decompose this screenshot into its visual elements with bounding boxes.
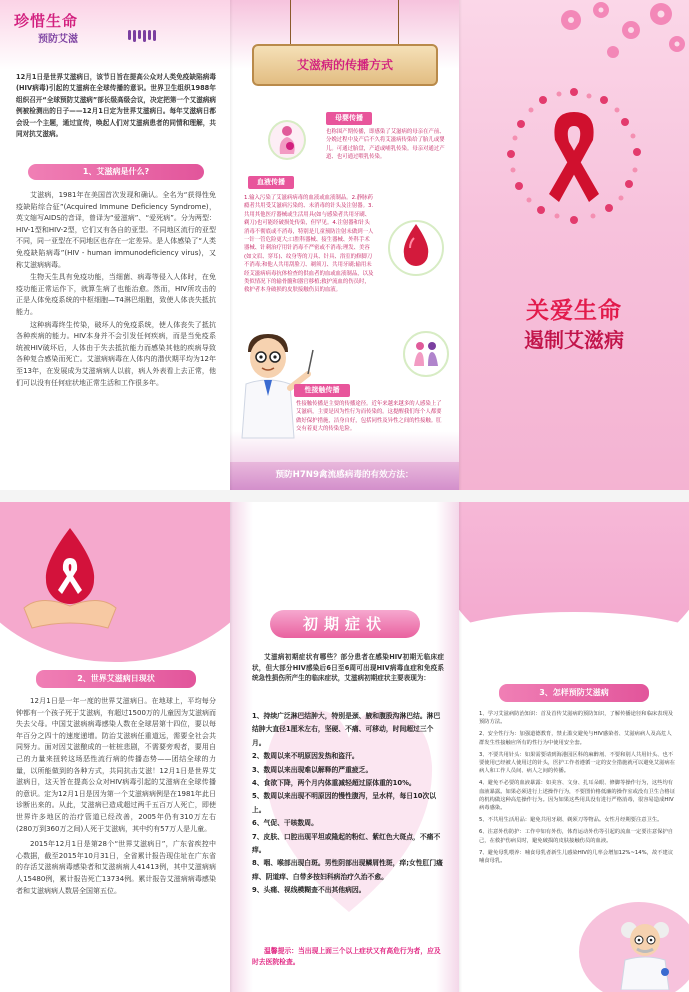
fold-line-2 (459, 0, 462, 490)
brochure-inner-sheet (0, 502, 689, 992)
section3-title: 3、怎样预防艾滋病 (499, 684, 649, 702)
fold-line-1 (230, 502, 233, 992)
prevention-item: 5、不共用生活用品：避免共用牙刷、剃须刀等物品。女性月经期要注意卫生。 (479, 817, 663, 824)
prevention-item: 7、避免母乳喂养：哺食母乳者新生儿感染HIV的几率会增加12%~14%，故不建议哺食母乳。 (479, 849, 674, 865)
panel-prevention (459, 502, 689, 992)
red-ribbon-hearts-icon (499, 82, 649, 232)
section2-body (16, 696, 216, 897)
section1-para-2: 生物天生具有免疫功能，当细菌、病毒等侵入人体时，在免疫功能正常运作下，就算生病了也能治愈。然而，HIV所攻击的正是人体免疫系统的中枢细胞—T4淋巴细胞，致使人体丧失抵抗能力。 (16, 273, 216, 316)
sheet-gap (0, 490, 689, 502)
mother-transmission-text: 也称围产期传播，即感染了艾滋病的母亲在产前、分娩过程中及产后不久将艾滋病传染给了胎儿或婴儿。可通过胎盘，产道或哺乳传染。母亲对通过产道、也可通过喂乳传染。 (326, 129, 445, 161)
sexual-transmission-title: 性接触传播 (294, 384, 350, 397)
fold-line-1 (230, 0, 233, 490)
symptom-item: 4、食欲下降，两个月内体重减轻超过原体重的10%。 (252, 779, 416, 788)
section2-para-1: 12月1日是一年一度的世界艾滋病日。在地球上，平均每分钟都有一个孩子死于艾滋病，有超过1500万的儿童因为艾滋病而失去父母。中国艾滋病病毒感染人数在全球居第十四位，要以每年百分之四十的速度递增。防治艾滋病任重道远，需要全社会共同努力。面对因艾滋酿成的一桩桩悲剧，不需要旁观者，要用自己的力量来扭转这场恶性流行病的传播态势——团结全球的力量，以所能做到的各种方式，共同抗击艾滋！12月1日是世界艾滋病日，这天旨在提高公众对HIV病毒引起的艾滋病在全球传播的意识。定为12月1日是因为第一个艾滋病病例是在1981年此日诊断出来的。从此，艾滋病已造成超过两千五百万人死亡，即使世界许多地区的治疗管道已经改善，2005年仍有310万左右(280万到360万之间)人死于艾滋病，其中约有57万人是儿童。 (16, 697, 216, 833)
panel-early-symptoms (230, 502, 459, 992)
symptom-item: 1、持续广泛淋巴结肿大，特别是颈、腋和腹股沟淋巴结。淋巴结肿大直径1厘米左右，坚硬、不痛、可移动，时间超过三个月。 (252, 712, 441, 747)
blood-drop-icon (386, 214, 446, 276)
symptom-item: 3、数周以来出现难以解释的严重疲乏。 (252, 765, 373, 774)
mother-transmission-title: 母婴传播 (326, 112, 372, 125)
cover-title-line1: 关爱生命 (526, 298, 622, 324)
symptom-item: 5、数周以来出现不明原因的慢性腹泻，呈水样，每日10次以上。 (252, 792, 437, 814)
logo-sub-text: 预防艾滋 (38, 34, 78, 45)
section1-para-3: 这种病毒终生传染，破坏人的免疫系统，使人体丧失了抵抗各种疾病的能力。HIV本身并不会引发任何疾病，而是当免疫系统被HIV破坏后，人体由于失去抵抗能力而感染其他的疾病导致各种复合感染而死亡。艾滋病病毒在人体内的潜伏期平均为12年至13年，在发展成为艾滋病病人以前，病人外表看上去正常，他们可以没有任何症状地正常生活和工作很多年。 (16, 320, 216, 387)
scientist-cartoon-icon (615, 916, 675, 990)
brochure-outer-sheet (0, 0, 689, 490)
symptoms-intro: 艾滋病初期症状有哪些？部分患者在感染HIV初期无临床症状，但大部分HIV感染后6日至6周可出现HIV病毒血症和免疫系统急性损伤所产生的临床症状，艾滋病初期症状主要表现为： (252, 653, 444, 683)
panel-transmission (230, 0, 459, 490)
mother-baby-illustration (268, 120, 306, 160)
couple-illustration-icon (402, 330, 450, 378)
h7n9-banner-text: 预防H7N9禽流感病毒的有效方法： (275, 470, 414, 480)
prevention-item: 4、避免不必要的血液暴露：如美容、文身、扎耳朵眼、修脚等操作行为，这些均有血液暴露。如果必须进行上述操作行为，不要图价格低廉的操作室或没有卫生合格证的机构做这种高危操作行为。因为如果这些用具没有进行严格消毒，很容易造成HIV病毒感染。 (479, 780, 675, 812)
panel-world-aids-day (0, 502, 230, 992)
symptom-item: 8、咽、喉部出现白斑。男性阴部出现鳞屑性斑，痒;女性肛门瘙痒、阴道痒、白带多按妇科病治疗久治不愈。 (252, 859, 443, 881)
fold-line-2 (459, 502, 462, 992)
warm-tip: 温馨提示：当出现上面三个以上症状又有高危行为者，应及时去医院检查。 (252, 947, 441, 966)
pink-flowers-decoration-icon (551, 0, 689, 70)
symptom-item: 2、数周以来不明原因发热和盗汗。 (252, 752, 359, 761)
symptom-item: 6、气促、干咳数周。 (252, 819, 318, 828)
symptom-item: 7、皮肤、口腔出现平坦或隆起的粉红、紫红色大斑点，不痛不痒。 (252, 832, 441, 855)
sexual-transmission-text: 性接触传播是主要的传播途径。近年来越来越多的人感染上了艾滋病，主要是因为性行为而传染的。这提醒我们每个人都要做好保护措施，洁身自好，包括同性及异性之间的性接触。肛交有着更大的传染危险。 (296, 401, 442, 433)
section2-para-2: 2015年12月1日是第28个“世界艾滋病日”，广东省疾控中心数据，截至2015年10月31日，全省累计报告现住址在广东省的存活艾滋病病毒感染者和艾滋病病人41413例，其中艾滋病病人15480例，累计报告死亡13734例。累计报告艾滋病病毒感染者和艾滋病病人数居全国第五位。 (16, 840, 216, 895)
sign-string-left (290, 0, 291, 45)
prevention-item: 1、学习艾滋病防治知识：首及首传艾滋病的预防知识，了解传播途径和临床表现及预防方法。 (479, 711, 674, 726)
blood-transmission-title: 血液传播 (248, 176, 294, 189)
prevention-item: 2、安全性行为：加强道德教育，禁止滥交避免与HIV感染者、艾滋病病人及高危人群发生性接触应所有的性行为中使用安全套。 (479, 731, 672, 746)
panel-cover (459, 0, 689, 490)
hanging-sign-title: 艾滋病的传播方式 (252, 44, 438, 86)
cover-title-line2: 遏制艾滋病 (524, 328, 624, 352)
section1-title: 1、艾滋病是什么? (28, 164, 204, 180)
symptoms-title: 初期症状 (270, 610, 420, 638)
logo-main-text: 珍惜生命 (14, 12, 79, 30)
prevention-item: 3、不要共用针头：如果需要请到海港园区科的麻醉剂、不要和别人共用针头、也不要使用已经被人使用过的针头，医护工作者遵循一定的安全措施就可以避免艾滋病在病人和工作人员间、病人之间的传播。 (479, 751, 675, 775)
prevention-list (479, 710, 675, 869)
logo (14, 10, 78, 45)
blood-transmission-text: 1.输入污染了艾滋病病毒的血液或血液制品。2.静脉药瘾者共用受艾滋病污染的、未消毒的针头及注射器。3.共用其他医疗器械或生活用具(如与感染者共用牙刷、剃刀)也可能经破损处传染，但罕见。4.注射器和针头消毒不彻底或不消毒，特别是儿童预防注射未做到一人一针一管危险更大;口腔科器械、接生器械、外科手术器械、针刺治疗用针消毒不严密或不消毒;理发、美容(如文眉、穿耳)、纹身等的刀具、针具、浴室的修脚刀不消毒;和他人共用刮脸刀、剃须刀、共用牙刷;输用未经艾滋病病毒抗体检查的供血者的血或血液制品，以及类似情况下的输骨髓和器官移植;救护流血的伤员时，救护者本身破损的皮肤接触伤员的血液。 (244, 195, 374, 294)
panel-what-is-aids (0, 0, 230, 490)
symptoms-list (252, 710, 444, 898)
sign-string-right (398, 0, 399, 45)
hands-holding-drop-icon (22, 522, 118, 632)
section1-para-1: 艾滋病，1981年在美国首次发现和确认。全名为“获得性免疫缺陷综合征”(Acquired Immune Deficiency Syndrome)，英文缩写AIDS的音译，曾译为“爱滋病”、“爱死病”。分为两型：HIV-1型和HIV-2型，它们又有各自的亚型。不同地区流行的亚型不同，同一亚型在不同地区也存在一定差异。是人体感染了“人类免疫缺陷病毒”(HIV - human immunodeficiency virus)，又称艾滋病病毒。 (16, 191, 216, 269)
pregnant-mother-icon (270, 122, 304, 158)
section2-title: 2、世界艾滋病日现状 (36, 670, 196, 688)
section1-body (16, 190, 216, 389)
intro-paragraph: 12月1日是世界艾滋病日，该节日旨在提高公众对人类免疫缺陷病毒(HIV病毒)引起的艾滋病在全球传播的意识。世界卫生组织1988年组织召开“全球预防艾滋病”部长级高级会议，决定把第一个艾滋病病例被检测出的日子——12月1日定为世界艾滋病日。每年艾滋病日都会设一个主题，通过宣传，唤起人们对艾滋病患者的同情和理解，共同对抗艾滋病。 (16, 73, 216, 139)
symptom-item: 9、头痛、视线模糊查不出其他病因。 (252, 886, 366, 895)
people-silhouettes-icon (128, 30, 156, 42)
white-wave (459, 612, 689, 682)
prevention-item: 6、注意外伤防护：工作中如有外伤，体育运动外伤等引起的流血一定要注意保护自己，在救护伤病员时，避免破损的皮肤接触伤员的血液。 (479, 829, 674, 844)
